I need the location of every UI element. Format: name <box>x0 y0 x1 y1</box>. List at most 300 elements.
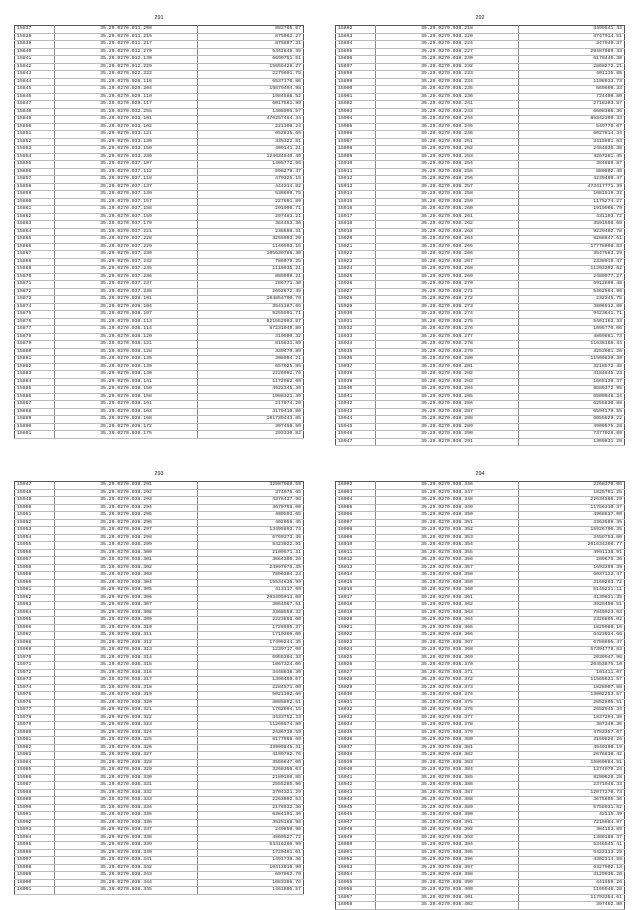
parcel-code-cell: 35.29.0270.038.356 <box>376 557 518 565</box>
table-row <box>336 326 625 334</box>
amount-cell: 2039947.96 <box>518 654 624 662</box>
amount-cell: 11638168.44 <box>518 341 624 349</box>
table-row <box>336 564 625 572</box>
table-row <box>336 872 625 880</box>
table-row <box>15 812 304 820</box>
table-row <box>15 662 304 670</box>
parcel-code-cell: 35.29.0270.038.316 <box>55 669 197 677</box>
amount-cell: 1720461.01 <box>197 849 303 857</box>
row-number-cell: 15976 <box>15 699 55 707</box>
parcel-code-cell: 35.29.0270.038.224 <box>376 41 518 49</box>
row-number-cell: 15942 <box>336 401 376 409</box>
table-row <box>15 168 304 176</box>
table-row <box>336 356 625 364</box>
parcel-code-cell: 35.29.0270.038.293 <box>55 497 197 505</box>
table-row <box>336 273 625 281</box>
parcel-code-cell: 35.29.0270.038.298 <box>55 534 197 542</box>
parcel-code-cell: 35.29.0270.038.327 <box>55 752 197 760</box>
amount-cell: 11293302.62 <box>518 266 624 274</box>
parcel-code-cell: 35.29.0270.038.277 <box>376 333 518 341</box>
amount-cell: 1374979.24 <box>518 767 624 775</box>
table-row <box>336 258 625 266</box>
row-number-cell: 15879 <box>15 341 55 349</box>
table-row <box>15 879 304 887</box>
amount-cell: 7377028.89 <box>518 431 624 439</box>
row-number-cell: 15865 <box>15 236 55 244</box>
row-number-cell: 15921 <box>336 243 376 251</box>
row-number-cell: 15969 <box>15 647 55 655</box>
parcel-code-cell: 35.29.0270.038.317 <box>55 677 197 685</box>
table-row <box>15 497 304 505</box>
parcel-code-cell: 35.29.0270.038.359 <box>376 579 518 587</box>
parcel-code-cell: 35.29.0270.037.229 <box>55 243 197 251</box>
table-row <box>336 378 625 386</box>
parcel-code-cell: 35.29.0270.038.380 <box>376 737 518 745</box>
table-row <box>15 714 304 722</box>
parcel-code-cell: 35.29.0270.037.235 <box>55 266 197 274</box>
parcel-code-cell: 35.29.0270.038.299 <box>55 542 197 550</box>
amount-cell: 5346545.41 <box>518 842 624 850</box>
amount-cell: 297483.21 <box>197 213 303 221</box>
document-page-1 <box>14 14 304 437</box>
amount-cell: 5342848.35 <box>197 48 303 56</box>
row-number-cell: 15956 <box>15 549 55 557</box>
table-row <box>15 557 304 565</box>
table-row <box>15 266 304 274</box>
table-row <box>15 797 304 805</box>
row-number-cell: 15875 <box>15 311 55 319</box>
row-number-cell: 15904 <box>336 116 376 124</box>
amount-cell: 6955304.33 <box>197 654 303 662</box>
table-row <box>15 684 304 692</box>
row-number-cell: 15945 <box>336 423 376 431</box>
amount-cell: 1067324.06 <box>197 662 303 670</box>
row-number-cell: 16006 <box>336 512 376 520</box>
row-number-cell: 15918 <box>336 221 376 229</box>
amount-cell: 3525168.98 <box>197 819 303 827</box>
table-row <box>336 692 625 700</box>
parcel-code-cell: 35.29.0270.038.121 <box>55 341 197 349</box>
parcel-code-cell: 35.29.0270.038.267 <box>376 258 518 266</box>
row-number-cell: 15998 <box>15 864 55 872</box>
amount-cell: 7849923.03 <box>518 609 624 617</box>
row-number-cell: 15991 <box>15 812 55 820</box>
row-number-cell: 15880 <box>15 348 55 356</box>
parcel-code-cell: 35.29.0270.038.271 <box>376 288 518 296</box>
row-number-cell: 15868 <box>15 258 55 266</box>
parcel-code-cell: 35.29.0270.038.330 <box>55 774 197 782</box>
table-row <box>336 311 625 319</box>
parcel-code-cell: 35.29.0270.038.392 <box>376 827 518 835</box>
parcel-code-cell: 35.29.0270.038.313 <box>55 647 197 655</box>
parcel-code-cell: 35.29.0270.038.375 <box>376 699 518 707</box>
parcel-code-cell: 35.29.0270.038.158 <box>55 393 197 401</box>
parcel-code-cell: 35.29.0270.038.281 <box>376 363 518 371</box>
row-number-cell: 15919 <box>336 228 376 236</box>
amount-cell: 105630786.30 <box>197 251 303 259</box>
amount-cell: 889999.21 <box>197 273 303 281</box>
table-row <box>336 221 625 229</box>
row-number-cell: 15837 <box>15 26 55 34</box>
amount-cell: 1172982.69 <box>197 378 303 386</box>
row-number-cell: 16022 <box>336 632 376 640</box>
row-number-cell: 16000 <box>15 879 55 887</box>
parcel-code-cell: 35.29.0270.038.246 <box>376 131 518 139</box>
parcel-code-cell: 35.29.0270.038.259 <box>376 198 518 206</box>
row-number-cell: 15955 <box>15 542 55 550</box>
amount-cell: 1828907.88 <box>518 684 624 692</box>
row-number-cell: 15986 <box>15 774 55 782</box>
amount-cell: 476257464.34 <box>197 116 303 124</box>
amount-cell: 3129936.20 <box>518 872 624 880</box>
table-row <box>336 416 625 424</box>
amount-cell: 4909575.28 <box>518 423 624 431</box>
row-number-cell: 15920 <box>336 236 376 244</box>
amount-cell: 882785.87 <box>197 26 303 34</box>
row-number-cell: 16040 <box>336 767 376 775</box>
amount-cell: 17778008.83 <box>518 243 624 251</box>
amount-cell: 124634840.40 <box>197 153 303 161</box>
parcel-code-cell: 35.29.0270.038.275 <box>376 318 518 326</box>
table-row <box>15 356 304 364</box>
table-row <box>336 729 625 737</box>
table-row <box>336 438 625 446</box>
amount-cell: 1386188.37 <box>518 834 624 842</box>
parcel-code-cell: 35.29.0270.038.135 <box>55 356 197 364</box>
parcel-code-cell: 35.29.0270.038.368 <box>376 647 518 655</box>
table-row <box>336 56 625 64</box>
row-number-cell: 15887 <box>15 401 55 409</box>
table-row <box>15 849 304 857</box>
row-number-cell: 15953 <box>15 527 55 535</box>
amount-cell: 19879494.98 <box>197 86 303 94</box>
amount-cell: 444314.82 <box>197 183 303 191</box>
amount-cell: 11266574.80 <box>197 722 303 730</box>
table-row <box>15 872 304 880</box>
row-number-cell: 16056 <box>336 887 376 895</box>
table-row <box>336 393 625 401</box>
parcel-code-cell: 35.29.0270.038.306 <box>55 594 197 602</box>
amount-cell: 5462564.96 <box>518 288 624 296</box>
table-row <box>15 692 304 700</box>
row-number-cell: 15885 <box>15 386 55 394</box>
parcel-code-cell: 35.29.0270.038.363 <box>376 609 518 617</box>
row-number-cell: 16015 <box>336 579 376 587</box>
row-number-cell: 15971 <box>15 662 55 670</box>
amount-cell: 2868272.21 <box>518 63 624 71</box>
amount-cell: 6384191.36 <box>197 812 303 820</box>
table-row <box>15 318 304 326</box>
table-row <box>336 864 625 872</box>
table-row <box>15 639 304 647</box>
parcel-code-cell: 35.29.0270.038.284 <box>376 386 518 394</box>
table-row <box>15 228 304 236</box>
parcel-code-cell: 35.29.0270.038.282 <box>376 371 518 379</box>
row-number-cell: 15950 <box>15 504 55 512</box>
amount-cell: 1461805.57 <box>197 887 303 895</box>
amount-cell: 104854790.79 <box>197 296 303 304</box>
amount-cell: 815631.89 <box>197 341 303 349</box>
parcel-code-cell: 35.29.0270.038.361 <box>376 594 518 602</box>
table-row <box>15 56 304 64</box>
amount-cell: 15534636.99 <box>197 579 303 587</box>
row-number-cell: 15933 <box>336 333 376 341</box>
row-number-cell: 16001 <box>15 887 55 895</box>
parcel-code-cell: 35.29.0270.037.118 <box>55 176 197 184</box>
amount-cell: 3806512.80 <box>518 303 624 311</box>
table-row <box>336 243 625 251</box>
parcel-code-cell: 35.29.0270.038.383 <box>376 759 518 767</box>
amount-cell: 232345.75 <box>518 296 624 304</box>
row-number-cell: 15888 <box>15 408 55 416</box>
row-number-cell: 15903 <box>336 108 376 116</box>
parcel-code-cell: 35.29.0270.038.285 <box>376 393 518 401</box>
row-number-cell: 15851 <box>15 131 55 139</box>
parcel-code-cell: 35.29.0270.037.238 <box>55 288 197 296</box>
amount-cell: 6327992.13 <box>518 864 624 872</box>
table-row <box>336 662 625 670</box>
row-number-cell: 15984 <box>15 759 55 767</box>
row-number-cell: 15954 <box>15 534 55 542</box>
table-row <box>336 296 625 304</box>
row-number-cell: 15964 <box>15 609 55 617</box>
table-row <box>336 512 625 520</box>
table-row <box>336 624 625 632</box>
row-number-cell: 16002 <box>336 482 376 490</box>
table-row <box>336 587 625 595</box>
parcel-code-cell: 35.29.0270.033.102 <box>55 123 197 131</box>
amount-cell: 2284571.00 <box>197 684 303 692</box>
table-row <box>15 759 304 767</box>
table-row <box>336 131 625 139</box>
parcel-code-cell: 35.29.0270.037.170 <box>55 221 197 229</box>
amount-cell: 217074.20 <box>197 401 303 409</box>
parcel-code-cell: 35.29.0270.012.130 <box>55 56 197 64</box>
table-row <box>336 78 625 86</box>
amount-cell: 441650.26 <box>518 879 624 887</box>
table-row <box>15 348 304 356</box>
parcel-code-cell: 35.29.0270.038.301 <box>55 557 197 565</box>
parcel-code-cell: 35.29.0270.038.101 <box>55 296 197 304</box>
row-number-cell: 16028 <box>336 677 376 685</box>
amount-cell: 1728995.37 <box>197 624 303 632</box>
table-row <box>15 161 304 169</box>
row-number-cell: 16054 <box>336 872 376 880</box>
parcel-code-cell: 35.29.0270.038.230 <box>376 56 518 64</box>
table-row <box>15 887 304 895</box>
parcel-code-cell: 35.29.0270.038.397 <box>376 864 518 872</box>
table-row <box>336 191 625 199</box>
table-row <box>336 737 625 745</box>
amount-cell: 3433752.33 <box>197 714 303 722</box>
amount-cell: 2436739.59 <box>197 729 303 737</box>
parcel-code-cell: 35.29.0270.038.353 <box>376 534 518 542</box>
row-number-cell: 15990 <box>15 804 55 812</box>
amount-cell: 5145231.11 <box>518 587 624 595</box>
amount-cell: 8177958.69 <box>197 737 303 745</box>
parcel-code-cell: 35.29.0270.038.311 <box>55 632 197 640</box>
table-row <box>336 431 625 439</box>
amount-cell: 1837294.38 <box>518 714 624 722</box>
row-number-cell: 16020 <box>336 617 376 625</box>
table-row <box>336 842 625 850</box>
table-row <box>15 669 304 677</box>
parcel-code-cell: 35.29.0270.038.350 <box>376 512 518 520</box>
table-row <box>336 849 625 857</box>
amount-cell: 724409.80 <box>518 93 624 101</box>
row-number-cell: 15996 <box>15 849 55 857</box>
parcel-code-cell: 35.29.0270.038.280 <box>376 356 518 364</box>
amount-cell: 1491738.36 <box>197 857 303 865</box>
amount-cell: 3459753.80 <box>518 534 624 542</box>
page-number: 294 <box>475 471 485 477</box>
row-number-cell: 15957 <box>15 557 55 565</box>
row-number-cell: 15839 <box>15 41 55 49</box>
amount-cell: 9589372.95 <box>518 386 624 394</box>
table-row <box>336 348 625 356</box>
amount-cell: 1146593.15 <box>197 243 303 251</box>
amount-cell: 43999845.31 <box>197 744 303 752</box>
table-row <box>15 416 304 424</box>
parcel-code-cell: 35.29.0270.033.150 <box>55 146 197 154</box>
amount-cell: 347949.37 <box>518 41 624 49</box>
table-row <box>336 93 625 101</box>
row-number-cell: 15846 <box>15 93 55 101</box>
table-row <box>15 737 304 745</box>
table-row <box>15 393 304 401</box>
row-number-cell: 15965 <box>15 617 55 625</box>
parcel-code-cell: 35.29.0270.038.357 <box>376 564 518 572</box>
parcel-code-cell: 35.29.0270.038.265 <box>376 243 518 251</box>
table-row <box>336 41 625 49</box>
table-row <box>15 519 304 527</box>
amount-cell: 1239717.00 <box>197 647 303 655</box>
amount-cell: 6594179.55 <box>518 408 624 416</box>
amount-cell: 289675.36 <box>518 557 624 565</box>
amount-cell: 5422113.29 <box>518 849 624 857</box>
row-number-cell: 16029 <box>336 684 376 692</box>
table-row <box>336 489 625 497</box>
table-row <box>15 609 304 617</box>
row-number-cell: 15881 <box>15 356 55 364</box>
row-number-cell: 16026 <box>336 662 376 670</box>
amount-cell: 1165946.28 <box>518 887 624 895</box>
row-number-cell: 15975 <box>15 692 55 700</box>
table-row <box>336 759 625 767</box>
row-number-cell: 15883 <box>15 371 55 379</box>
amount-cell: 5255591.71 <box>197 311 303 319</box>
amount-cell: 5401163.33 <box>518 318 624 326</box>
row-number-cell: 15995 <box>15 842 55 850</box>
parcel-code-cell: 35.29.0270.038.365 <box>376 624 518 632</box>
amount-cell: 3541187.66 <box>197 303 303 311</box>
row-number-cell: 15897 <box>336 63 376 71</box>
row-number-cell: 16051 <box>336 849 376 857</box>
parcel-code-cell: 35.29.0270.038.391 <box>376 819 518 827</box>
parcel-code-cell: 35.29.0270.038.379 <box>376 729 518 737</box>
row-number-cell: 16042 <box>336 782 376 790</box>
row-number-cell: 16050 <box>336 842 376 850</box>
ledger-table <box>14 481 304 895</box>
row-number-cell: 15947 <box>15 482 55 490</box>
amount-cell: 652835.65 <box>197 131 303 139</box>
amount-cell: 249850.90 <box>197 827 303 835</box>
row-number-cell: 16039 <box>336 759 376 767</box>
amount-cell: 1693399.39 <box>518 564 624 572</box>
row-number-cell: 15980 <box>15 729 55 737</box>
table-row <box>336 549 625 557</box>
amount-cell: 85342390.33 <box>518 116 624 124</box>
parcel-code-cell: 35.29.0270.038.274 <box>376 311 518 319</box>
parcel-code-cell: 35.29.0270.038.234 <box>376 78 518 86</box>
parcel-code-cell: 35.29.0270.012.270 <box>55 48 197 56</box>
row-number-cell: 15894 <box>336 41 376 49</box>
parcel-code-cell: 35.29.0270.038.370 <box>376 662 518 670</box>
row-number-cell: 15872 <box>15 288 55 296</box>
parcel-code-cell: 35.29.0270.038.254 <box>376 161 518 169</box>
row-number-cell: 15943 <box>336 408 376 416</box>
row-number-cell: 15848 <box>15 108 55 116</box>
parcel-code-cell: 35.29.0270.038.401 <box>376 894 518 902</box>
row-number-cell: 15913 <box>336 183 376 191</box>
row-number-cell: 16037 <box>336 744 376 752</box>
parcel-code-cell: 35.29.0270.038.343 <box>55 872 197 880</box>
table-row <box>336 527 625 535</box>
table-row <box>15 93 304 101</box>
parcel-code-cell: 35.29.0270.038.168 <box>55 416 197 424</box>
amount-cell: 2109571.31 <box>197 549 303 557</box>
amount-cell: 401115.85 <box>518 71 624 79</box>
amount-cell: 5758931.52 <box>518 804 624 812</box>
table-row <box>15 782 304 790</box>
amount-cell: 1405772.65 <box>197 161 303 169</box>
amount-cell: 387349.36 <box>518 722 624 730</box>
table-row <box>15 108 304 116</box>
row-number-cell: 15916 <box>336 206 376 214</box>
table-row <box>336 176 625 184</box>
amount-cell: 6608386.36 <box>518 108 624 116</box>
row-number-cell: 15876 <box>15 318 55 326</box>
amount-cell: 4139631.35 <box>518 594 624 602</box>
table-row <box>336 887 625 895</box>
row-number-cell: 15939 <box>336 378 376 386</box>
parcel-code-cell: 35.29.0270.038.314 <box>55 654 197 662</box>
table-row <box>15 386 304 394</box>
parcel-code-cell: 35.29.0270.038.262 <box>376 221 518 229</box>
parcel-code-cell: 35.29.0270.038.163 <box>55 408 197 416</box>
row-number-cell: 16027 <box>336 669 376 677</box>
row-number-cell: 16044 <box>336 797 376 805</box>
row-number-cell: 15862 <box>15 213 55 221</box>
parcel-code-cell: 35.29.0270.038.235 <box>376 86 518 94</box>
row-number-cell: 15929 <box>336 303 376 311</box>
row-number-cell: 15988 <box>15 789 55 797</box>
amount-cell: 2652672.45 <box>197 288 303 296</box>
row-number-cell: 15977 <box>15 707 55 715</box>
table-row <box>15 326 304 334</box>
parcel-code-cell: 35.29.0270.038.360 <box>376 587 518 595</box>
amount-cell: 1829980.16 <box>518 624 624 632</box>
amount-cell: 3547583.29 <box>518 251 624 259</box>
row-number-cell: 15857 <box>15 176 55 184</box>
parcel-code-cell: 35.29.0270.038.272 <box>376 296 518 304</box>
parcel-code-cell: 35.29.0270.038.256 <box>376 176 518 184</box>
amount-cell: 409141.21 <box>197 146 303 154</box>
table-row <box>15 512 304 520</box>
row-number-cell: 15867 <box>15 251 55 259</box>
row-number-cell: 15930 <box>336 311 376 319</box>
row-number-cell: 15873 <box>15 296 55 304</box>
